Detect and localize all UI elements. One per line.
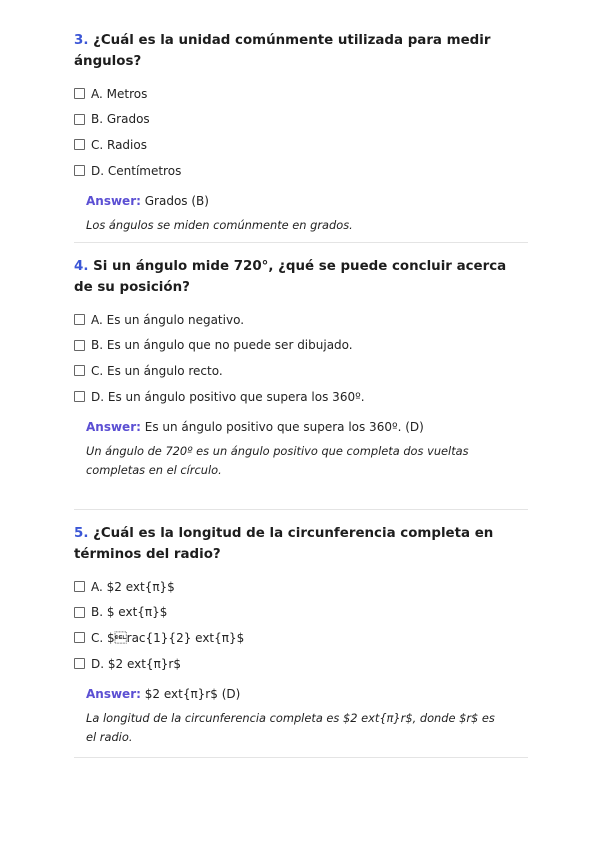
answer-value: Es un ángulo positivo que supera los 360º. (D)	[144, 420, 424, 435]
option-label: B. $ ext{π}$	[91, 605, 168, 620]
answer-label: Answer:	[86, 420, 141, 435]
option-a[interactable]	[74, 81, 528, 107]
answer-line	[86, 192, 528, 210]
checkbox[interactable]	[74, 632, 85, 643]
divider	[74, 509, 528, 510]
checkbox[interactable]	[74, 340, 85, 351]
answer-value: Grados (B)	[144, 194, 209, 209]
question-text: ¿Cuál es la unidad comúnmente utilizada para medir ángulos?	[74, 33, 491, 69]
question-title	[74, 256, 528, 298]
option-c[interactable]	[74, 358, 528, 384]
answer-block	[86, 418, 528, 479]
option-b[interactable]	[74, 333, 528, 359]
checkbox[interactable]	[74, 658, 85, 669]
question-title	[74, 30, 528, 72]
answer-block	[86, 685, 528, 746]
checkbox[interactable]	[74, 139, 85, 150]
checkbox[interactable]	[74, 607, 85, 618]
options-list	[74, 81, 528, 183]
option-d[interactable]	[74, 384, 528, 410]
option-label: A. $2 ext{π}$	[91, 579, 175, 594]
option-a[interactable]	[74, 574, 528, 600]
question-3	[74, 30, 528, 235]
option-label: C. Es un ángulo recto.	[91, 363, 223, 378]
option-label: A. Metros	[91, 86, 148, 101]
answer-block	[86, 192, 528, 235]
checkbox[interactable]	[74, 581, 85, 592]
options-list	[74, 574, 528, 676]
option-label: D. Es un ángulo positivo que supera los 360º.	[91, 389, 365, 404]
checkbox[interactable]	[74, 165, 85, 176]
checkbox[interactable]	[74, 365, 85, 376]
question-5	[74, 523, 528, 746]
option-label: B. Es un ángulo que no puede ser dibujado.	[91, 338, 353, 353]
question-4	[74, 256, 528, 479]
option-label: A. Es un ángulo negativo.	[91, 312, 245, 327]
option-a[interactable]	[74, 307, 528, 333]
option-b[interactable]	[74, 107, 528, 133]
explanation: Un ángulo de 720º es un ángulo positivo que completa dos vueltas completas en el círculo.	[86, 444, 469, 477]
question-text: Si un ángulo mide 720°, ¿qué se puede concluir acerca de su posición?	[74, 259, 507, 295]
option-c[interactable]	[74, 132, 528, 158]
divider	[74, 242, 528, 243]
checkbox[interactable]	[74, 314, 85, 325]
answer-line	[86, 418, 528, 436]
option-d[interactable]	[74, 158, 528, 184]
divider	[74, 757, 528, 758]
question-number: 5.	[74, 526, 89, 541]
checkbox[interactable]	[74, 391, 85, 402]
option-label: B. Grados	[91, 112, 150, 127]
explanation: Los ángulos se miden comúnmente en grados.	[86, 218, 353, 233]
option-label: C. $rac{1}{2} ext{π}$	[91, 630, 245, 645]
explanation: La longitud de la circunferencia completa es $2 ext{π}r$, donde $r$ es el radio.	[86, 711, 495, 744]
option-label: D. Centímetros	[91, 163, 182, 178]
question-number: 3.	[74, 33, 89, 48]
question-title	[74, 523, 528, 565]
option-label: D. $2 ext{π}r$	[91, 656, 181, 671]
answer-label: Answer:	[86, 194, 141, 209]
answer-label: Answer:	[86, 687, 141, 702]
checkbox[interactable]	[74, 88, 85, 99]
question-text: ¿Cuál es la longitud de la circunferencia completa en términos del radio?	[74, 526, 494, 562]
option-label: C. Radios	[91, 137, 147, 152]
answer-line	[86, 685, 528, 703]
checkbox[interactable]	[74, 114, 85, 125]
question-number: 4.	[74, 259, 89, 274]
answer-value: $2 ext{π}r$ (D)	[144, 687, 241, 702]
options-list	[74, 307, 528, 409]
option-d[interactable]	[74, 651, 528, 677]
option-b[interactable]	[74, 600, 528, 626]
option-c[interactable]	[74, 625, 528, 651]
